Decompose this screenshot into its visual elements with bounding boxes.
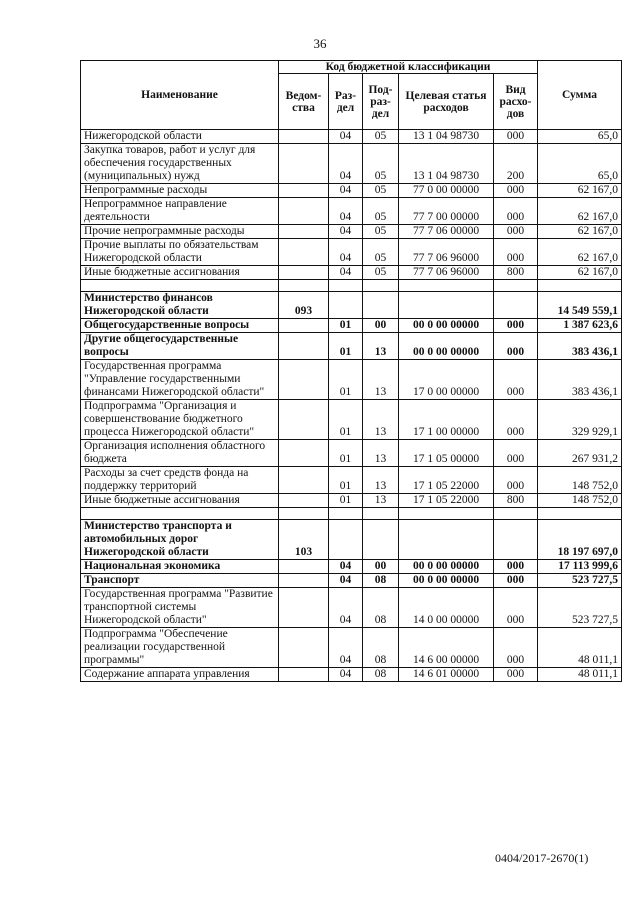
cell-dept bbox=[279, 360, 329, 400]
table-row bbox=[81, 280, 622, 292]
cell-exp-type: 000 bbox=[494, 198, 538, 225]
cell-subsection: 08 bbox=[363, 588, 399, 628]
cell-name: Государственная программа "Управление государственными финансами Нижегородской области" bbox=[81, 360, 279, 400]
cell-sum: 62 167,0 bbox=[538, 225, 622, 239]
cell-section: 01 bbox=[329, 440, 363, 467]
col-header-section: Раз-дел bbox=[329, 74, 363, 130]
table-row bbox=[81, 333, 622, 360]
cell-name: Иные бюджетные ассигнования bbox=[81, 494, 279, 508]
cell-dept bbox=[279, 333, 329, 360]
empty-cell bbox=[329, 280, 363, 292]
header-row-group bbox=[81, 61, 622, 74]
cell-section: 01 bbox=[329, 494, 363, 508]
cell-exp-type: 000 bbox=[494, 239, 538, 266]
cell-dept bbox=[279, 494, 329, 508]
cell-sum: 267 931,2 bbox=[538, 440, 622, 467]
cell-name: Министерство транспорта и автомобильных дорог Нижегородской области bbox=[81, 520, 279, 560]
cell-target: 14 6 01 00000 bbox=[399, 668, 494, 682]
cell-section: 04 bbox=[329, 574, 363, 588]
cell-section bbox=[329, 292, 363, 319]
cell-name: Нижегородской области bbox=[81, 130, 279, 144]
empty-cell bbox=[538, 508, 622, 520]
cell-section: 04 bbox=[329, 198, 363, 225]
table-body bbox=[81, 130, 622, 682]
cell-target: 14 6 00 00000 bbox=[399, 628, 494, 668]
cell-target: 17 1 00 00000 bbox=[399, 400, 494, 440]
empty-cell bbox=[363, 280, 399, 292]
cell-target: 17 1 05 22000 bbox=[399, 467, 494, 494]
cell-name: Прочие выплаты по обязательствам Нижегородской области bbox=[81, 239, 279, 266]
cell-subsection: 05 bbox=[363, 239, 399, 266]
empty-cell bbox=[81, 280, 279, 292]
table-row bbox=[81, 508, 622, 520]
page-number: 36 bbox=[313, 36, 327, 51]
cell-section: 04 bbox=[329, 266, 363, 280]
cell-sum: 62 167,0 bbox=[538, 198, 622, 225]
cell-name: Национальная экономика bbox=[81, 560, 279, 574]
cell-name: Закупка товаров, работ и услуг для обеспечения государственных (муниципальных) нужд bbox=[81, 144, 279, 184]
cell-target bbox=[399, 520, 494, 560]
cell-dept bbox=[279, 144, 329, 184]
empty-cell bbox=[494, 280, 538, 292]
cell-exp-type: 000 bbox=[494, 184, 538, 198]
empty-cell bbox=[279, 280, 329, 292]
col-header-exp-type: Вид расхо-дов bbox=[494, 74, 538, 130]
document-code: 0404/2017-2670(1) bbox=[495, 851, 589, 865]
cell-section: 04 bbox=[329, 239, 363, 266]
cell-sum: 18 197 697,0 bbox=[538, 520, 622, 560]
table-row bbox=[81, 494, 622, 508]
cell-target: 13 1 04 98730 bbox=[399, 130, 494, 144]
cell-section: 01 bbox=[329, 467, 363, 494]
cell-exp-type: 800 bbox=[494, 266, 538, 280]
cell-name: Непрограммное направление деятельности bbox=[81, 198, 279, 225]
table-row bbox=[81, 400, 622, 440]
cell-dept bbox=[279, 184, 329, 198]
empty-cell bbox=[399, 280, 494, 292]
cell-dept: 093 bbox=[279, 292, 329, 319]
cell-section: 01 bbox=[329, 360, 363, 400]
cell-dept bbox=[279, 574, 329, 588]
cell-section: 04 bbox=[329, 130, 363, 144]
table-row bbox=[81, 239, 622, 266]
cell-sum: 65,0 bbox=[538, 144, 622, 184]
cell-subsection: 05 bbox=[363, 144, 399, 184]
cell-subsection: 08 bbox=[363, 668, 399, 682]
cell-name: Другие общегосударственные вопросы bbox=[81, 333, 279, 360]
cell-name: Иные бюджетные ассигнования bbox=[81, 266, 279, 280]
cell-sum: 62 167,0 bbox=[538, 266, 622, 280]
cell-dept bbox=[279, 130, 329, 144]
table-row bbox=[81, 184, 622, 198]
cell-section: 04 bbox=[329, 588, 363, 628]
cell-dept bbox=[279, 467, 329, 494]
cell-subsection: 13 bbox=[363, 333, 399, 360]
table-row bbox=[81, 130, 622, 144]
cell-target: 77 7 00 00000 bbox=[399, 198, 494, 225]
cell-subsection: 05 bbox=[363, 266, 399, 280]
cell-name: Непрограммные расходы bbox=[81, 184, 279, 198]
cell-section: 01 bbox=[329, 319, 363, 333]
cell-exp-type: 800 bbox=[494, 494, 538, 508]
cell-section: 04 bbox=[329, 668, 363, 682]
budget-table bbox=[80, 60, 622, 682]
cell-target: 77 0 00 00000 bbox=[399, 184, 494, 198]
cell-section: 04 bbox=[329, 225, 363, 239]
cell-exp-type: 000 bbox=[494, 628, 538, 668]
empty-cell bbox=[279, 508, 329, 520]
empty-cell bbox=[538, 280, 622, 292]
cell-target: 00 0 00 00000 bbox=[399, 560, 494, 574]
col-header-subsection: Под-раз-дел bbox=[363, 74, 399, 130]
cell-target: 77 7 06 00000 bbox=[399, 225, 494, 239]
cell-name: Общегосударственные вопросы bbox=[81, 319, 279, 333]
cell-dept bbox=[279, 319, 329, 333]
cell-section: 04 bbox=[329, 628, 363, 668]
cell-subsection: 08 bbox=[363, 628, 399, 668]
cell-name: Подпрограмма "Обеспечение реализации государственной программы" bbox=[81, 628, 279, 668]
cell-sum: 1 387 623,6 bbox=[538, 319, 622, 333]
cell-dept bbox=[279, 560, 329, 574]
col-header-dept: Ведом-ства bbox=[279, 74, 329, 130]
cell-sum: 48 011,1 bbox=[538, 628, 622, 668]
cell-section: 04 bbox=[329, 184, 363, 198]
table-row bbox=[81, 360, 622, 400]
col-header-sum: Сумма bbox=[538, 61, 622, 130]
cell-exp-type: 000 bbox=[494, 440, 538, 467]
cell-sum: 523 727,5 bbox=[538, 588, 622, 628]
cell-section: 01 bbox=[329, 333, 363, 360]
col-header-name: Наименование bbox=[81, 61, 279, 130]
cell-sum: 148 752,0 bbox=[538, 494, 622, 508]
cell-subsection: 08 bbox=[363, 574, 399, 588]
cell-target: 14 0 00 00000 bbox=[399, 588, 494, 628]
cell-sum: 65,0 bbox=[538, 130, 622, 144]
cell-dept bbox=[279, 198, 329, 225]
cell-subsection: 13 bbox=[363, 467, 399, 494]
cell-exp-type: 000 bbox=[494, 400, 538, 440]
cell-target: 13 1 04 98730 bbox=[399, 144, 494, 184]
cell-section: 04 bbox=[329, 560, 363, 574]
cell-exp-type bbox=[494, 292, 538, 319]
cell-name: Министерство финансов Нижегородской области bbox=[81, 292, 279, 319]
cell-subsection: 05 bbox=[363, 184, 399, 198]
empty-cell bbox=[329, 508, 363, 520]
cell-section bbox=[329, 520, 363, 560]
cell-subsection: 00 bbox=[363, 560, 399, 574]
cell-subsection bbox=[363, 520, 399, 560]
cell-dept bbox=[279, 225, 329, 239]
cell-sum: 383 436,1 bbox=[538, 360, 622, 400]
table-row bbox=[81, 198, 622, 225]
cell-sum: 523 727,5 bbox=[538, 574, 622, 588]
table-row bbox=[81, 574, 622, 588]
cell-subsection bbox=[363, 292, 399, 319]
cell-exp-type bbox=[494, 520, 538, 560]
table-row bbox=[81, 520, 622, 560]
cell-target: 17 0 00 00000 bbox=[399, 360, 494, 400]
cell-exp-type: 000 bbox=[494, 668, 538, 682]
cell-target: 00 0 00 00000 bbox=[399, 574, 494, 588]
cell-subsection: 13 bbox=[363, 360, 399, 400]
empty-cell bbox=[363, 508, 399, 520]
cell-target: 00 0 00 00000 bbox=[399, 319, 494, 333]
cell-dept bbox=[279, 266, 329, 280]
cell-exp-type: 000 bbox=[494, 467, 538, 494]
cell-exp-type: 000 bbox=[494, 130, 538, 144]
table-row bbox=[81, 668, 622, 682]
cell-subsection: 13 bbox=[363, 400, 399, 440]
cell-name: Расходы за счет средств фонда на поддержку территорий bbox=[81, 467, 279, 494]
cell-sum: 17 113 999,6 bbox=[538, 560, 622, 574]
cell-target: 77 7 06 96000 bbox=[399, 266, 494, 280]
table-row bbox=[81, 440, 622, 467]
cell-sum: 48 011,1 bbox=[538, 668, 622, 682]
cell-name: Прочие непрограммные расходы bbox=[81, 225, 279, 239]
table-row bbox=[81, 144, 622, 184]
table-row bbox=[81, 467, 622, 494]
cell-target: 00 0 00 00000 bbox=[399, 333, 494, 360]
table-row bbox=[81, 225, 622, 239]
cell-exp-type: 000 bbox=[494, 560, 538, 574]
cell-dept: 103 bbox=[279, 520, 329, 560]
cell-dept bbox=[279, 239, 329, 266]
cell-sum: 62 167,0 bbox=[538, 239, 622, 266]
cell-sum: 329 929,1 bbox=[538, 400, 622, 440]
cell-exp-type: 000 bbox=[494, 588, 538, 628]
cell-sum: 62 167,0 bbox=[538, 184, 622, 198]
empty-cell bbox=[81, 508, 279, 520]
cell-dept bbox=[279, 668, 329, 682]
cell-dept bbox=[279, 588, 329, 628]
cell-sum: 383 436,1 bbox=[538, 333, 622, 360]
cell-exp-type: 000 bbox=[494, 360, 538, 400]
cell-target: 17 1 05 00000 bbox=[399, 440, 494, 467]
cell-exp-type: 000 bbox=[494, 574, 538, 588]
cell-target bbox=[399, 292, 494, 319]
cell-dept bbox=[279, 440, 329, 467]
cell-name: Организация исполнения областного бюджета bbox=[81, 440, 279, 467]
cell-subsection: 05 bbox=[363, 130, 399, 144]
cell-dept bbox=[279, 400, 329, 440]
table-row bbox=[81, 588, 622, 628]
cell-exp-type: 000 bbox=[494, 225, 538, 239]
table-row bbox=[81, 319, 622, 333]
cell-dept bbox=[279, 628, 329, 668]
cell-sum: 14 549 559,1 bbox=[538, 292, 622, 319]
col-header-target: Целевая статья расходов bbox=[399, 74, 494, 130]
cell-target: 17 1 05 22000 bbox=[399, 494, 494, 508]
table-row bbox=[81, 560, 622, 574]
empty-cell bbox=[494, 508, 538, 520]
cell-subsection: 13 bbox=[363, 440, 399, 467]
cell-target: 77 7 06 96000 bbox=[399, 239, 494, 266]
cell-section: 04 bbox=[329, 144, 363, 184]
cell-subsection: 13 bbox=[363, 494, 399, 508]
cell-subsection: 00 bbox=[363, 319, 399, 333]
cell-sum: 148 752,0 bbox=[538, 467, 622, 494]
empty-cell bbox=[399, 508, 494, 520]
cell-name: Транспорт bbox=[81, 574, 279, 588]
table-row bbox=[81, 292, 622, 319]
cell-subsection: 05 bbox=[363, 198, 399, 225]
cell-section: 01 bbox=[329, 400, 363, 440]
table-row bbox=[81, 628, 622, 668]
col-header-classification-group: Код бюджетной классификации bbox=[279, 61, 538, 74]
cell-name: Подпрограмма "Организация и совершенствование бюджетного процесса Нижегородской области" bbox=[81, 400, 279, 440]
cell-exp-type: 000 bbox=[494, 333, 538, 360]
cell-exp-type: 000 bbox=[494, 319, 538, 333]
table-row bbox=[81, 266, 622, 280]
cell-subsection: 05 bbox=[363, 225, 399, 239]
cell-exp-type: 200 bbox=[494, 144, 538, 184]
cell-name: Содержание аппарата управления bbox=[81, 668, 279, 682]
cell-name: Государственная программа "Развитие транспортной системы Нижегородской области" bbox=[81, 588, 279, 628]
